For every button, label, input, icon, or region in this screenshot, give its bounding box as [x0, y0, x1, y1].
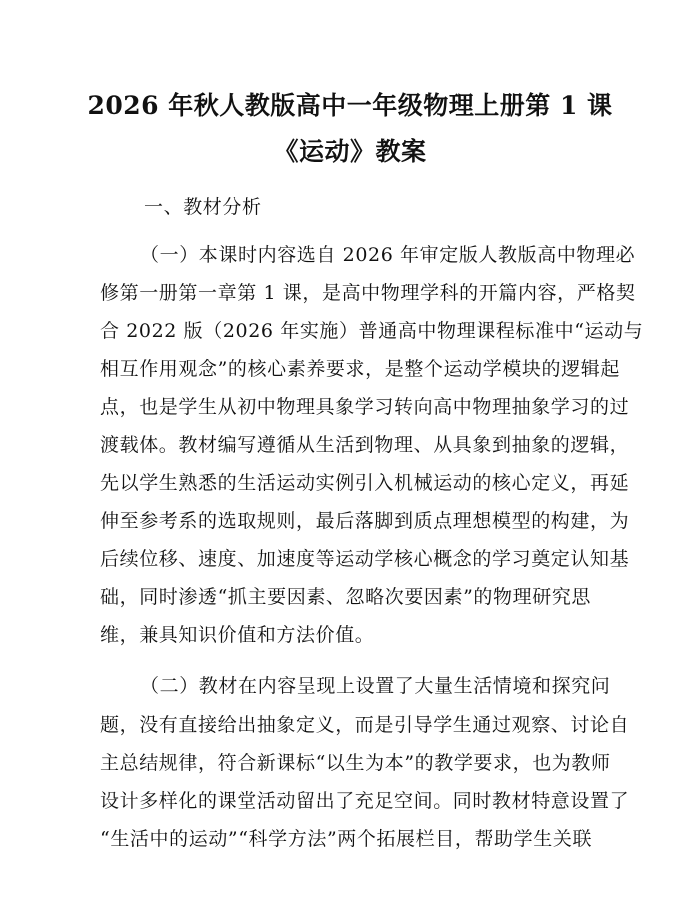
paragraph1-line: （一）本课时内容选自 2026 年审定版人教版高中物理必 — [140, 244, 636, 266]
document-title-line-1: 2026 年秋人教版高中一年级物理上册第 1 课 — [87, 91, 613, 120]
paragraph1-line: 先以学生熟悉的生活运动实例引入机械运动的核心定义，再延 — [100, 472, 630, 494]
paragraph2-line: 题，没有直接给出抽象定义，而是引导学生通过观察、讨论自 — [100, 714, 630, 736]
document-title-line-2: 《运动》教案 — [273, 137, 427, 166]
paragraph1-line: 础，同时渗透“抓主要因素、忽略次要因素”的物理研究思 — [100, 586, 592, 608]
paragraph2-line: 主总结规律，符合新课标“以生为本”的教学要求，也为教师 — [100, 752, 611, 774]
paragraph1-line: 维，兼具知识价值和方法价值。 — [100, 624, 375, 646]
paragraph1-line: 伸至参考系的选取规则，最后落脚到质点理想模型的构建，为 — [100, 510, 630, 532]
paragraph2-line: （二）教材在内容呈现上设置了大量生活情境和探究问 — [140, 675, 611, 697]
paragraph1-line: 修第一册第一章第 1 课，是高中物理学科的开篇内容，严格契 — [100, 282, 636, 304]
paragraph1-line: 合 2022 版（2026 年实施）普通高中物理课程标准中“运动与 — [100, 320, 644, 342]
paragraph2-line: 设计多样化的课堂活动留出了充足空间。同时教材特意设置了 — [100, 790, 630, 812]
section-heading: 一、教材分析 — [144, 196, 262, 218]
paragraph1-line: 点，也是学生从初中物理具象学习转向高中物理抽象学习的过 — [100, 396, 630, 418]
paragraph1-line: 后续位移、速度、加速度等运动学核心概念的学习奠定认知基 — [100, 548, 630, 570]
paragraph2-line: “生活中的运动”“科学方法”两个拓展栏目，帮助学生关联 — [100, 828, 593, 850]
paragraph1-line: 渡载体。教材编写遵循从生活到物理、从具象到抽象的逻辑， — [100, 434, 630, 456]
paragraph1-line: 相互作用观念”的核心素养要求，是整个运动学模块的逻辑起 — [100, 358, 620, 380]
